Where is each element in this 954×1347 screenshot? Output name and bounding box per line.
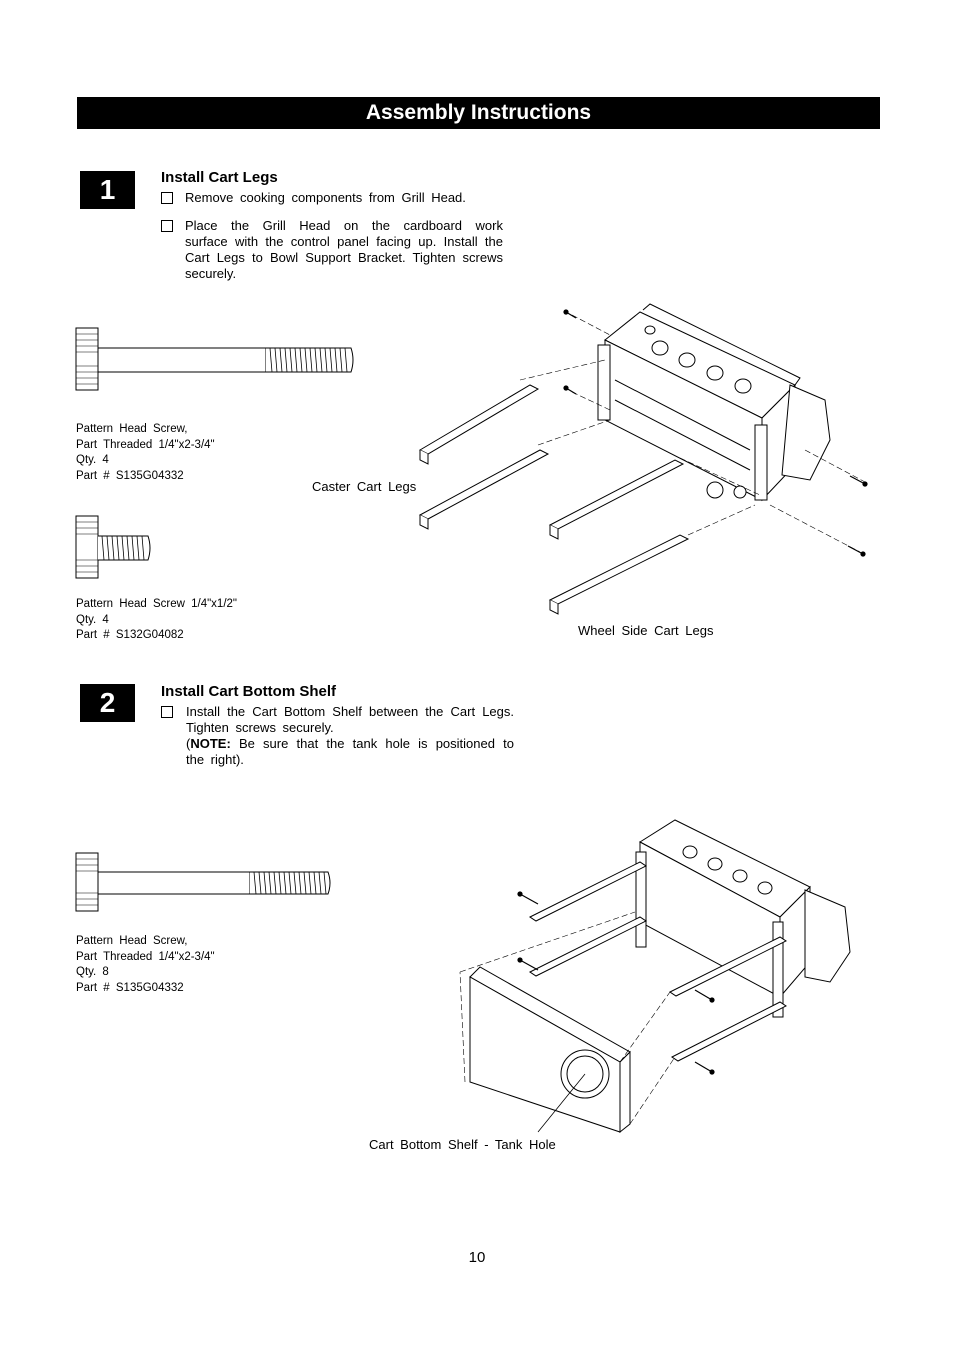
step-2-item-1 [186, 704, 514, 768]
part-qty: Qty. 8 [76, 966, 109, 978]
bottom-shelf-diagram [450, 812, 860, 1132]
caster-legs-label: Caster Cart Legs [312, 479, 417, 494]
step-2-badge: 2 [80, 684, 135, 722]
part-spec: Part Threaded 1/4"x2-3/4" [76, 438, 215, 451]
step-1-item-2 [161, 218, 506, 282]
note-open-paren: ( [186, 736, 191, 751]
step-2-item-text: Install the Cart Bottom Shelf between the Cart Legs. Tighten screws securely. [186, 704, 514, 735]
checkbox-icon [161, 220, 173, 232]
step-1-title: Install Cart Legs [161, 169, 278, 186]
step-2-instructions [161, 704, 516, 768]
wheel-legs-label: Wheel Side Cart Legs [578, 623, 714, 638]
long-screw-illustration-2 [76, 853, 336, 917]
note-label: NOTE: [190, 736, 231, 751]
part-name: Pattern Head Screw, [76, 423, 188, 435]
note-text: Be sure that the tank hole is positioned to the right). [186, 736, 514, 767]
part-qty: Qty. 4 [76, 613, 109, 626]
step-1-item-2-text: Place the Grill Head on the cardboard work surface with the control panel facing up. Install the Cart Legs to Bowl Support Bracket. Tighten screws securely. [185, 218, 503, 281]
part-info-shelf-screw [76, 934, 215, 996]
part-info-long-screw [76, 422, 215, 484]
part-name: Pattern Head Screw 1/4"x1/2" [76, 598, 237, 610]
cart-legs-diagram [410, 300, 880, 620]
step-1-badge: 1 [80, 171, 135, 209]
step-1-item-1-text: Remove cooking components from Grill Head. [185, 190, 466, 205]
page-title: Assembly Instructions [77, 97, 880, 129]
part-spec: Part Threaded 1/4"x2-3/4" [76, 950, 215, 963]
part-number: Part # S135G04332 [76, 981, 184, 994]
long-screw-illustration [76, 328, 356, 392]
checkbox-icon [161, 192, 173, 204]
page-number: 10 [468, 1249, 486, 1266]
part-number: Part # S132G04082 [76, 629, 184, 641]
checkbox-icon [161, 706, 173, 718]
step-2-title: Install Cart Bottom Shelf [161, 683, 337, 700]
part-name: Pattern Head Screw, [76, 935, 188, 947]
short-screw-illustration [76, 516, 156, 580]
step-1-item-1 [161, 190, 506, 206]
part-qty: Qty. 4 [76, 454, 109, 466]
part-info-short-screw [76, 597, 237, 644]
part-number: Part # S135G04332 [76, 469, 184, 482]
shelf-label: Cart Bottom Shelf - Tank Hole [369, 1137, 556, 1152]
